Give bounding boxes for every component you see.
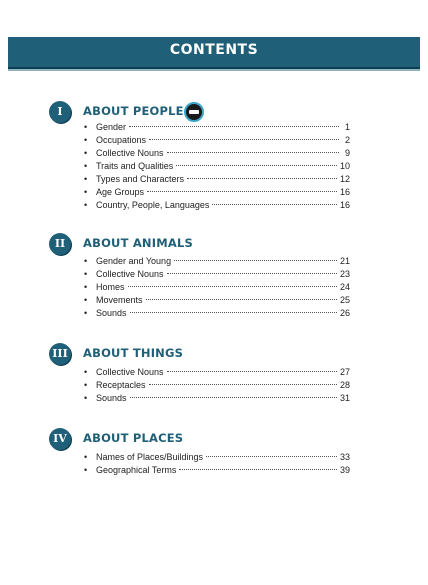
toc-entry-page: 33 — [339, 452, 350, 462]
toc-entry-label: Age Groups — [96, 187, 145, 197]
toc-entry-page: 10 — [339, 161, 350, 171]
roman-numeral-badge-icon: IV — [49, 428, 71, 450]
toc-entry[interactable]: • Sounds 26 — [84, 308, 350, 318]
toc-entry-page: 27 — [339, 367, 350, 377]
toc-entry[interactable]: • Gender 1 — [84, 122, 350, 132]
toc-entry[interactable]: • Collective Nouns 23 — [84, 269, 350, 279]
toc-entry-page: 25 — [339, 295, 350, 305]
toc-entry-label: Sounds — [96, 308, 127, 318]
roman-numeral-badge-icon: I — [49, 101, 71, 123]
toc-entry-page: 1 — [344, 122, 350, 132]
dot-leader — [147, 191, 337, 192]
toc-entry-label: Collective Nouns — [96, 148, 164, 158]
toc-entry-label: Gender — [96, 122, 127, 132]
toc-entry[interactable]: • Homes 24 — [84, 282, 350, 292]
toc-entry-page: 28 — [339, 380, 350, 390]
toc-entry-page: 21 — [339, 256, 350, 266]
toc-entry-label: Types and Characters — [96, 174, 185, 184]
toc-entry-page: 23 — [339, 269, 350, 279]
toc-entry[interactable]: • Sounds 31 — [84, 393, 350, 403]
toc-entry-page: 16 — [339, 200, 350, 210]
toc-entry[interactable]: • Names of Places/Buildings 33 — [84, 452, 350, 462]
toc-entry[interactable]: • Types and Characters 12 — [84, 174, 350, 184]
toc-entry-page: 12 — [339, 174, 350, 184]
dot-leader — [167, 371, 337, 372]
toc-list — [84, 451, 350, 477]
toc-entry-label: Collective Nouns — [96, 367, 164, 377]
contents-banner — [8, 37, 420, 69]
toc-entry[interactable]: • Movements 25 — [84, 295, 350, 305]
toc-entry-page: 16 — [339, 187, 350, 197]
toc-entry-label: Occupations — [96, 135, 147, 145]
toc-entry-page: 39 — [339, 465, 350, 475]
toc-entry-label: Traits and Qualities — [96, 161, 174, 171]
dot-leader — [187, 178, 337, 179]
dot-leader — [167, 152, 339, 153]
dot-leader — [212, 204, 337, 205]
dot-leader — [206, 456, 337, 457]
round-sticker-icon — [184, 102, 204, 122]
toc-entry[interactable]: • Collective Nouns 9 — [84, 148, 350, 158]
toc-entry-page: 26 — [339, 308, 350, 318]
dot-leader — [176, 165, 337, 166]
section-title[interactable]: ABOUT PLACES — [83, 431, 184, 445]
toc-entry-label: Receptacles — [96, 380, 146, 390]
toc-entry-label: Movements — [96, 295, 143, 305]
dot-leader — [130, 312, 337, 313]
dot-leader — [149, 139, 339, 140]
toc-entry[interactable]: • Gender and Young 21 — [84, 256, 350, 266]
dot-leader — [174, 260, 337, 261]
toc-entry[interactable]: • Geographical Terms 39 — [84, 465, 350, 475]
section-title[interactable]: ABOUT ANIMALS — [83, 236, 193, 250]
toc-entry[interactable]: • Traits and Qualities 10 — [84, 161, 350, 171]
section-title[interactable]: ABOUT THINGS — [83, 346, 184, 360]
dot-leader — [129, 126, 339, 127]
toc-entry-label: Collective Nouns — [96, 269, 164, 279]
toc-entry-page: 2 — [344, 135, 350, 145]
roman-numeral-badge-icon: II — [49, 233, 71, 255]
toc-entry-page: 31 — [339, 393, 350, 403]
toc-entry-label: Geographical Terms — [96, 465, 177, 475]
page-title: CONTENTS — [169, 42, 259, 58]
dot-leader — [128, 286, 337, 287]
dot-leader — [130, 397, 337, 398]
toc-entry[interactable]: • Collective Nouns 27 — [84, 367, 350, 377]
toc-entry-label: Homes — [96, 282, 125, 292]
dot-leader — [146, 299, 337, 300]
toc-entry[interactable]: • Country, People, Languages 16 — [84, 200, 350, 210]
toc-list — [84, 366, 350, 405]
toc-list — [84, 121, 350, 212]
toc-entry[interactable]: • Age Groups 16 — [84, 187, 350, 197]
dot-leader — [167, 273, 337, 274]
toc-entry[interactable]: • Occupations 2 — [84, 135, 350, 145]
dot-leader — [149, 384, 337, 385]
roman-numeral-badge-icon: III — [49, 343, 71, 365]
toc-entry-page: 24 — [339, 282, 350, 292]
toc-entry-label: Gender and Young — [96, 256, 172, 266]
toc-entry[interactable]: • Receptacles 28 — [84, 380, 350, 390]
toc-entry-label: Names of Places/Buildings — [96, 452, 204, 462]
section-title[interactable]: ABOUT PEOPLE — [83, 104, 184, 118]
toc-entry-label: Country, People, Languages — [96, 200, 210, 210]
dot-leader — [179, 469, 337, 470]
toc-entry-label: Sounds — [96, 393, 127, 403]
toc-entry-page: 9 — [344, 148, 350, 158]
toc-list — [84, 255, 350, 320]
